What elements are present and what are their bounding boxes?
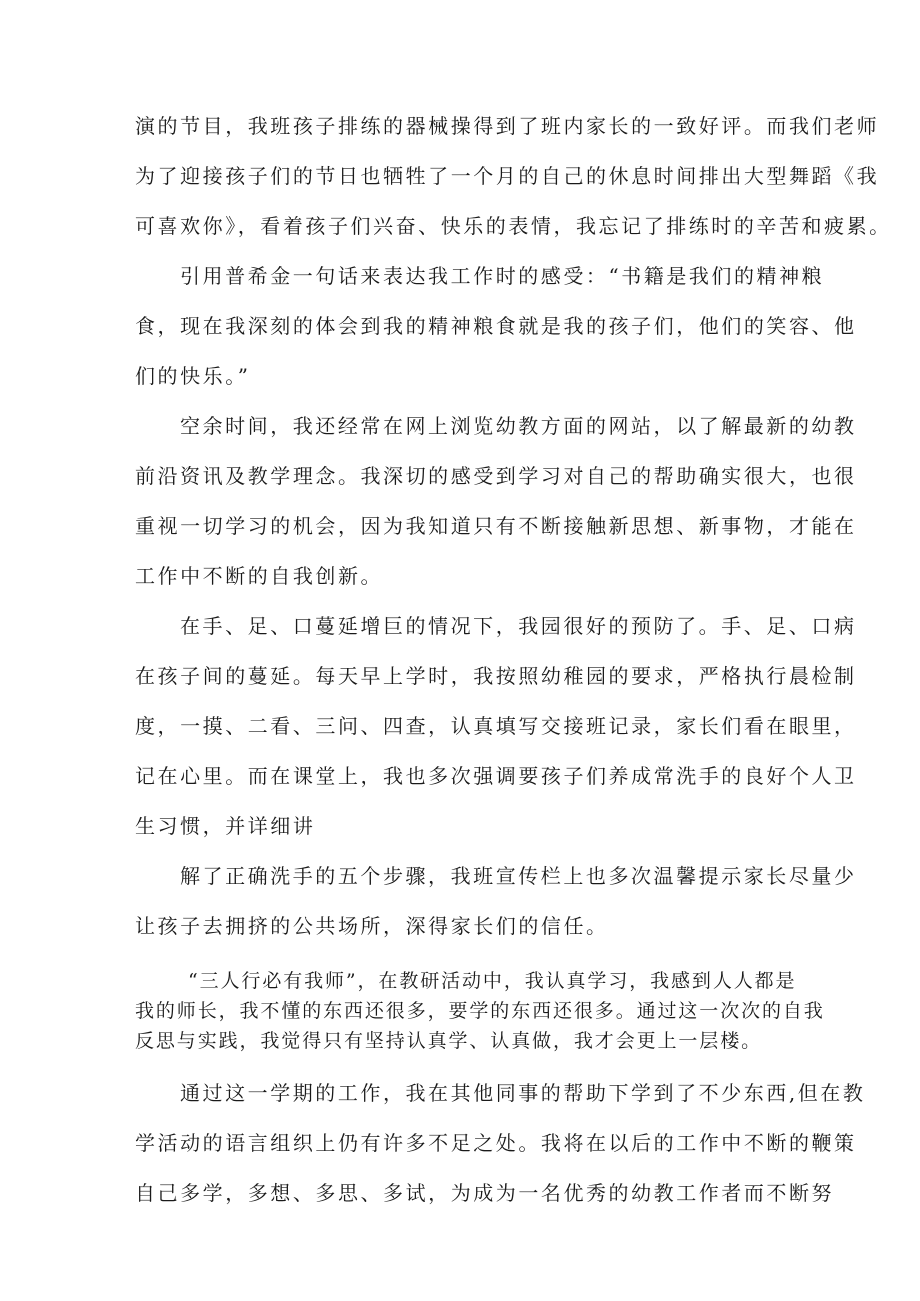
text-line: 重视一切学习的机会，因为我知道只有不断接触新思想、新事物，才能在: [135, 514, 857, 538]
text-line: 空余时间，我还经常在网上浏览幼教方面的网站，以了解最新的幼教: [180, 414, 857, 438]
text-line: 记在心里。而在课堂上，我也多次强调要孩子们养成常洗手的良好个人卫: [135, 764, 857, 788]
text-line: 让孩子去拥挤的公共场所，深得家长们的信任。: [135, 914, 609, 938]
text-line: 食，现在我深刻的体会到我的精神粮食就是我的孩子们，他们的笑容、他: [135, 314, 857, 338]
text-line: 可喜欢你》，看着孩子们兴奋、快乐的表情，我忘记了排练时的辛苦和疲累。: [135, 214, 892, 238]
text-line: 在孩子间的蔓延。每天早上学时，我按照幼稚园的要求，严格执行晨检制: [135, 664, 857, 688]
text-line: 演的节目，我班孩子排练的器械操得到了班内家长的一致好评。而我们老师: [135, 114, 880, 138]
text-line: 在手、足、口蔓延增巨的情况下，我园很好的预防了。手、足、口病: [180, 614, 857, 638]
text-line: 生习惯，并详细讲: [135, 814, 316, 838]
text-line: 前沿资讯及教学理念。我深切的感受到学习对自己的帮助确实很大，也很: [135, 464, 857, 488]
text-line: 我的师长，我不懂的东西还很多，要学的东西还很多。通过这一次次的自我: [135, 1000, 825, 1022]
text-line: 工作中不断的自我创新。: [135, 564, 384, 588]
text-line: 们的快乐。”: [135, 364, 251, 388]
text-line: 引用普希金一句话来表达我工作时的感受：“书籍是我们的精神粮: [180, 264, 825, 288]
text-line: 为了迎接孩子们的节日也牺牲了一个月的自己的休息时间排出大型舞蹈《我: [135, 164, 880, 188]
text-line: 度，一摸、二看、三问、四查，认真填写交接班记录，家长们看在眼里，: [135, 714, 857, 738]
text-line: 自己多学，多想、多思、多试，为成为一名优秀的幼教工作者而不断努: [135, 1181, 835, 1205]
text-line: 通过这一学期的工作，我在其他同事的帮助下学到了不少东西,但在教: [180, 1081, 866, 1105]
text-line: 反思与实践，我觉得只有坚持认真学、认真做，我才会更上一层楼。: [135, 1030, 763, 1052]
text-line: 解了正确洗手的五个步骤，我班宣传栏上也多次温馨提示家长尽量少: [180, 864, 857, 888]
text-line: “三人行必有我师”，在教研活动中，我认真学习，我感到人人都是: [188, 970, 797, 992]
text-line: 学活动的语言组织上仍有许多不足之处。我将在以后的工作中不断的鞭策: [135, 1131, 857, 1155]
